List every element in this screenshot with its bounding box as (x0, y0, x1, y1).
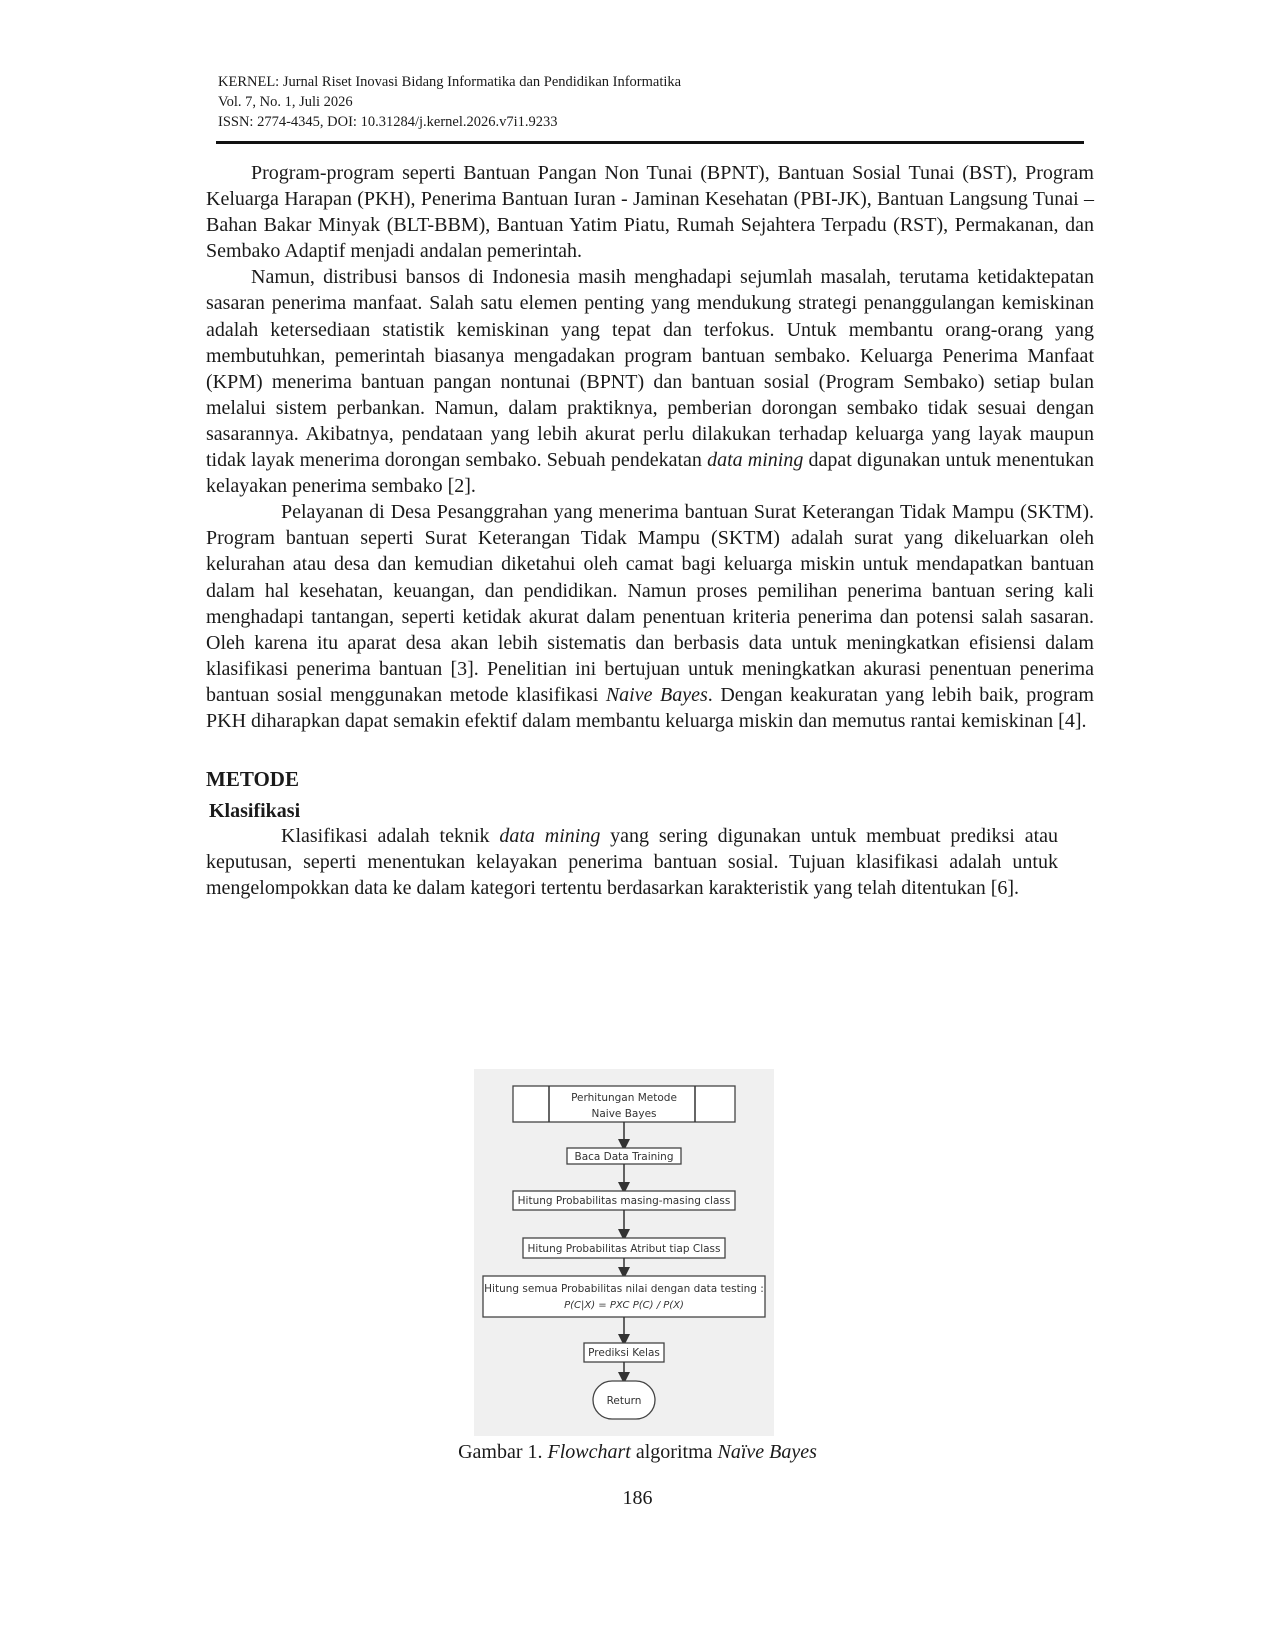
flowchart-step-attribute-probability (523, 1238, 725, 1258)
flowchart-step-read-training (567, 1148, 681, 1164)
journal-title: KERNEL: Jurnal Riset Inovasi Bidang Informatika dan Pendidikan Informatika (218, 74, 682, 90)
header-rule (216, 141, 1084, 144)
caption-middle: algoritma (630, 1441, 718, 1463)
flowchart-diagram (474, 1069, 774, 1436)
journal-issn-doi: ISSN: 2774-4345, DOI: 10.31284/j.kernel.2026.v7i1.9233 (218, 114, 558, 130)
flowchart-start-box (513, 1086, 735, 1122)
paragraph-classification-term: data mining (499, 825, 601, 848)
flowchart-start-label-2: Naive Bayes (591, 1108, 657, 1120)
article-body (206, 160, 1094, 902)
paragraph-classification-text-b: yang sering digunakan untuk membuat prediksi atau keputusan, seperti menentukan kelayakan penerima bantuan sosial. Tujuan klasifikasi adalah untuk mengelompokkan data ke dalam kategori tertentu berdasarkan karakteristik yang telah ditentukan [6]. (206, 825, 1059, 900)
paragraph-distribution-term: data mining (707, 449, 804, 472)
flowchart-step2-label: Hitung Probabilitas masing-masing class (517, 1195, 731, 1207)
flowchart-step5-label: Prediksi Kelas (588, 1347, 660, 1359)
flowchart-step-testing-probability (483, 1276, 765, 1317)
flowchart-step-class-probability (513, 1191, 735, 1210)
flowchart-end-label: Return (606, 1395, 642, 1407)
flowchart-figure (474, 1069, 774, 1436)
figure-caption (0, 1441, 1275, 1464)
paragraph-programs-text: Program-program seperti Bantuan Pangan Non Tunai (BPNT), Bantuan Sosial Tunai (BST), Program Keluarga Harapan (PKH), Penerima Bantuan Iuran - Jaminan Kesehatan (PBI-JK), Bantuan Langsung Tunai – Bahan Bakar Minyak (BLT-BBM), Bantuan Yatim Piatu, Rumah Sejahtera Terpadu (RST), Permakanan, dan Sembako Adaptif menjadi andalan pemerintah. (206, 162, 1094, 263)
paragraph-village-text-b: . Dengan keakuratan yang lebih baik, program PKH diharapkan dapat semakin efektif dalam membantu keluarga miskin dan memutus rantai kemiskinan [4]. (206, 683, 1094, 732)
flowchart-step-predict-class (584, 1343, 664, 1362)
caption-prefix: Gambar 1. (458, 1441, 548, 1463)
paragraph-village-term: Naive Bayes (605, 683, 708, 706)
page-number: 186 (622, 1487, 653, 1509)
paragraph-village-text-a: Pelayanan di Desa Pesanggrahan yang menerima bantuan Surat Keterangan Tidak Mampu (SKTM). Program bantuan seperti Surat Keterangan Tidak Mampu (SKTM) adalah surat yang dikeluarkan oleh kelurahan atau desa dan kemudian diketahui oleh camat bagi keluarga miskin untuk mendapatkan bantuan dalam hal kesehatan, keuangan, dan pendidikan. Namun proses pemilihan penerima bantuan sering kali menghadapi tantangan, seperti ketidak akurat dalam penentuan kriteria penerima dan potensi salah sasaran. Oleh karena itu aparat desa akan lebih sistematis dan berbasis data untuk meningkatkan efisiensi dalam klasifikasi penerima bantuan [3]. Penelitian ini bertujuan untuk meningkatkan akurasi penentuan penerima bantuan sosial menggunakan metode klasifikasi (206, 501, 1094, 706)
flowchart-end-terminal (593, 1381, 655, 1419)
flowchart-step1-label: Baca Data Training (574, 1151, 674, 1163)
caption-term-naive-bayes: Naïve Bayes (717, 1441, 817, 1463)
paragraph-distribution (206, 264, 1094, 499)
section-heading-metode: METODE (206, 767, 299, 792)
journal-volume: Vol. 7, No. 1, Juli 2026 (218, 94, 353, 110)
paragraph-classification (206, 823, 1058, 901)
caption-term-flowchart: Flowchart (547, 1441, 631, 1463)
paragraph-distribution-text-a: Namun, distribusi bansos di Indonesia masih menghadapi sejumlah masalah, terutama ketidaktepatan sasaran penerima manfaat. Salah satu elemen penting yang mendukung strategi penanggulangan kemiskinan adalah ketersediaan statistik kemiskinan yang tepat dan terfokus. Untuk membantu orang-orang yang membutuhkan, pemerintah biasanya mengadakan program bantuan sembako. Keluarga Penerima Manfaat (KPM) menerima bantuan pangan nontunai (BPNT) dan bantuan sosial (Program Sembako) setiap bulan melalui sistem perbankan. Namun, dalam praktiknya, pemberian dorongan sembako tidak sesuai dengan sasarannya. Akibatnya, pendataan yang lebih akurat perlu dilakukan terhadap keluarga yang layak maupun tidak layak menerima dorongan sembako. Sebuah pendekatan (206, 266, 1094, 472)
flowchart-step3-label: Hitung Probabilitas Atribut tiap Class (527, 1243, 721, 1255)
paragraph-distribution-text-b: dapat digunakan untuk menentukan kelayakan penerima sembako [2]. (206, 449, 1094, 498)
paragraph-village-service (206, 499, 1094, 734)
subsection-heading-klasifikasi: Klasifikasi (209, 800, 301, 823)
journal-header (218, 72, 1084, 132)
flowchart-step4-label-1: Hitung semua Probabilitas nilai dengan data testing : (484, 1283, 764, 1295)
paragraph-programs (206, 160, 1094, 264)
paragraph-classification-text-a: Klasifikasi adalah teknik (281, 825, 500, 848)
flowchart-start-label-1: Perhitungan Metode (571, 1092, 677, 1104)
flowchart-step4-formula: P(C|X) = PXC P(C) / P(X) (564, 1300, 684, 1311)
